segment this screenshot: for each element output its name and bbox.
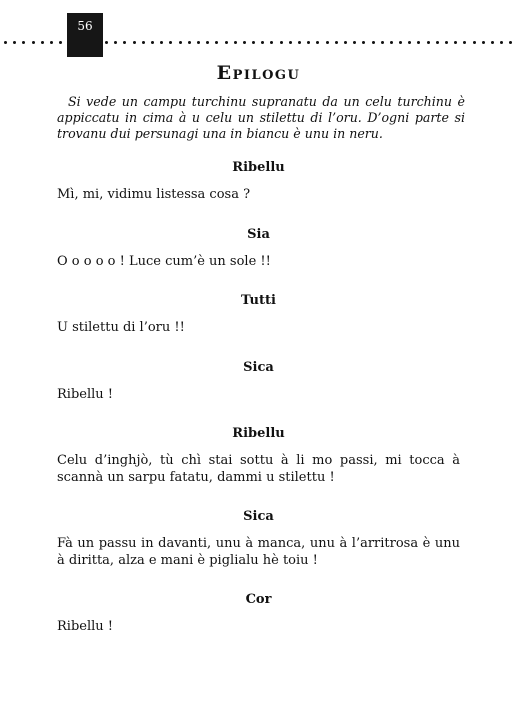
rule-dot: [59, 41, 62, 44]
rule-dot: [436, 41, 439, 44]
speaker-name: Ribellu: [232, 160, 285, 175]
chapter-title: Epilogu: [216, 62, 301, 84]
rule-dot: [206, 41, 209, 44]
rule-dot: [362, 41, 365, 44]
rule-dot: [252, 41, 255, 44]
rule-dot: [41, 41, 44, 44]
rule-dot: [473, 41, 476, 44]
speaker-name: Sica: [243, 360, 274, 375]
rule-dot: [133, 41, 136, 44]
rule-dot: [445, 41, 448, 44]
rule-dot: [280, 41, 283, 44]
rule-dot: [50, 41, 53, 44]
dialogue-line: Ribellu !: [57, 387, 114, 402]
rule-dot: [22, 41, 25, 44]
rule-dot: [160, 41, 163, 44]
rule-dot: [482, 41, 485, 44]
speaker-name: Sica: [243, 509, 274, 524]
rule-dot: [188, 41, 191, 44]
rule-dot: [381, 41, 384, 44]
rule-dot: [289, 41, 292, 44]
rule-dot: [261, 41, 264, 44]
rule-dot: [399, 41, 402, 44]
dialogue-line: O o o o o ! Luce cum’è un sole !!: [57, 254, 271, 269]
rule-dot: [197, 41, 200, 44]
speaker-name: Ribellu: [232, 426, 285, 441]
page-number: 56: [77, 19, 93, 33]
rule-dot: [234, 41, 237, 44]
rule-dot: [353, 41, 356, 44]
rule-dot: [4, 41, 7, 44]
rule-dot: [326, 41, 329, 44]
rule-dot: [427, 41, 430, 44]
rule-dot: [500, 41, 503, 44]
rule-dot: [307, 41, 310, 44]
dialogue-line: Fà un passu in davanti, unu à manca, unu à l’arritrosa è unu à diritta, alza e mani è piglialu hè toiu !: [57, 536, 460, 568]
speaker-name: Cor: [245, 592, 272, 607]
rule-dot: [32, 41, 35, 44]
rule-dot: [123, 41, 126, 44]
dialogue-line: Ribellu !: [57, 619, 114, 634]
rule-dot: [13, 41, 16, 44]
page-number-box: [67, 13, 103, 57]
rule-dot: [270, 41, 273, 44]
rule-dot: [390, 41, 393, 44]
rule-dot: [243, 41, 246, 44]
dialogue-line: U stilettu di l’oru !!: [57, 320, 185, 335]
rule-dot: [225, 41, 228, 44]
rule-dot: [454, 41, 457, 44]
rule-dot: [114, 41, 117, 44]
stage-direction: Si vede un campu turchinu supranatu da un celu turchinu è appiccatu in cima à u celu un stilettu di l’oru. D’ogni parte si trovanu dui persunagi una in biancu è unu in neru.: [57, 94, 465, 141]
rule-dot: [417, 41, 420, 44]
rule-dot: [179, 41, 182, 44]
speaker-name: Tutti: [241, 293, 276, 308]
rule-dot: [298, 41, 301, 44]
rule-dot: [372, 41, 375, 44]
rule-dot: [151, 41, 154, 44]
rule-dot: [463, 41, 466, 44]
rule-dot: [491, 41, 494, 44]
rule-dot: [408, 41, 411, 44]
rule-dot: [335, 41, 338, 44]
rule-dot: [509, 41, 512, 44]
rule-dot: [215, 41, 218, 44]
rule-dot: [169, 41, 172, 44]
rule-dot: [344, 41, 347, 44]
rule-dot: [105, 41, 108, 44]
dialogue-line: Mì, mi, vidimu listessa cosa ?: [57, 187, 251, 202]
rule-dot: [142, 41, 145, 44]
speaker-name: Sia: [247, 227, 270, 242]
dialogue-line: Celu d’inghjò, tù chì stai sottu à li mo passi, mi tocca à scannà un sarpu fatatu, dammi u stilettu !: [57, 453, 460, 485]
rule-dot: [316, 41, 319, 44]
